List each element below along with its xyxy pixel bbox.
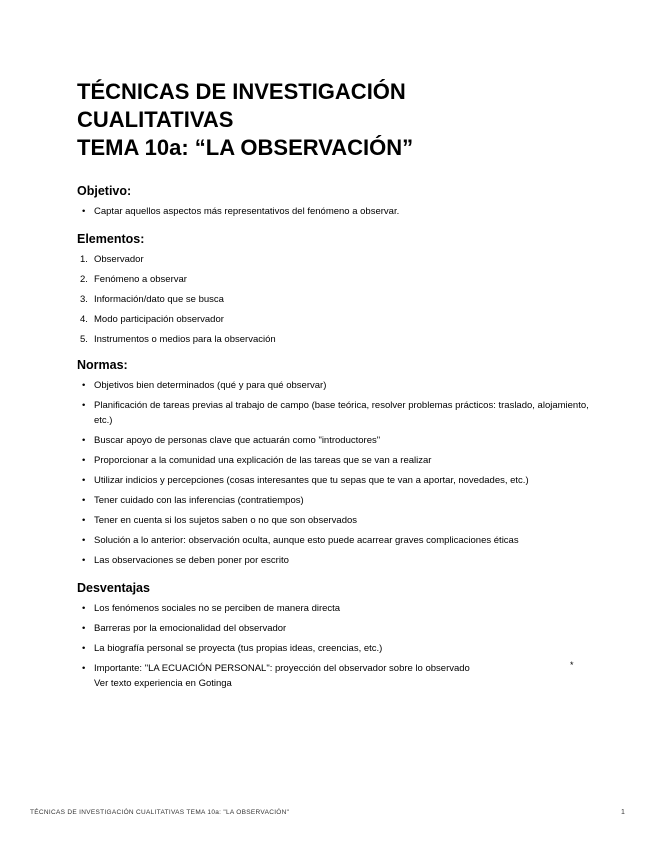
list-item: • Los fenómenos sociales no se perciben de manera directa [77, 601, 597, 616]
list-item-line: Importante: "LA ECUACIÓN PERSONAL": proyección del observador sobre lo observado [94, 663, 470, 674]
list-item [77, 661, 597, 691]
asterisk-mark: * [570, 660, 574, 670]
document-title [77, 78, 413, 162]
list-item: • Barreras por la emocionalidad del observador [77, 621, 597, 636]
section-desventajas [77, 580, 597, 691]
list-item: • La biografía personal se proyecta (tus propias ideas, creencias, etc.) [77, 641, 597, 656]
numbered-list [77, 252, 597, 347]
list-item: • Planificación de tareas previas al trabajo de campo (base teórica, resolver problemas prácticos: traslado, alojamiento, etc.) [77, 398, 597, 428]
list-item: • Tener en cuenta si los sujetos saben o no que son observados [77, 513, 597, 528]
page-number: 1 [621, 809, 625, 816]
title-line-1: TÉCNICAS DE INVESTIGACIÓN [77, 79, 406, 104]
bullet-list [77, 601, 597, 691]
list-item: 1. Observador [80, 254, 144, 265]
list-item: • Proporcionar a la comunidad una explicación de las tareas que se van a realizar [77, 453, 597, 468]
list-item: 2. Fenómeno a observar [80, 274, 187, 285]
list-item: • Captar aquellos aspectos más representativos del fenómeno a observar. [77, 204, 597, 219]
list-item: • Objetivos bien determinados (qué y para qué observar) [77, 378, 597, 393]
section-heading: Objetivo: [77, 184, 132, 198]
title-line-3: TEMA 10a: “LA OBSERVACIÓN” [77, 135, 414, 160]
section-heading: Elementos: [77, 232, 145, 246]
bullet-list [77, 204, 597, 219]
bullet-list [77, 378, 597, 568]
section-heading: Normas: [77, 358, 128, 372]
title-line-2: CUALITATIVAS [77, 107, 234, 132]
section-objetivo [77, 183, 597, 219]
list-item: • Las observaciones se deben poner por escrito [77, 553, 597, 568]
list-item: • Solución a lo anterior: observación oculta, aunque esto puede acarrear graves complicaciones éticas [77, 533, 597, 548]
list-item: 4. Modo participación observador [80, 314, 224, 325]
section-normas [77, 357, 597, 568]
section-elementos [77, 231, 597, 347]
list-item: 3. Información/dato que se busca [80, 294, 224, 305]
list-item-line: Ver texto experiencia en Gotinga [94, 678, 232, 689]
page-footer: TÉCNICAS DE INVESTIGACIÓN CUALITATIVAS TEMA 10a: "LA OBSERVACIÓN" [30, 809, 290, 816]
section-heading: Desventajas [77, 581, 150, 595]
list-item: • Utilizar indicios y percepciones (cosas interesantes que tu sepas que te van a aportar, novedades, etc.) [77, 473, 597, 488]
list-item: 5. Instrumentos o medios para la observación [80, 334, 276, 345]
list-item: • Tener cuidado con las inferencias (contratiempos) [77, 493, 597, 508]
list-item: • Buscar apoyo de personas clave que actuarán como "introductores" [77, 433, 597, 448]
